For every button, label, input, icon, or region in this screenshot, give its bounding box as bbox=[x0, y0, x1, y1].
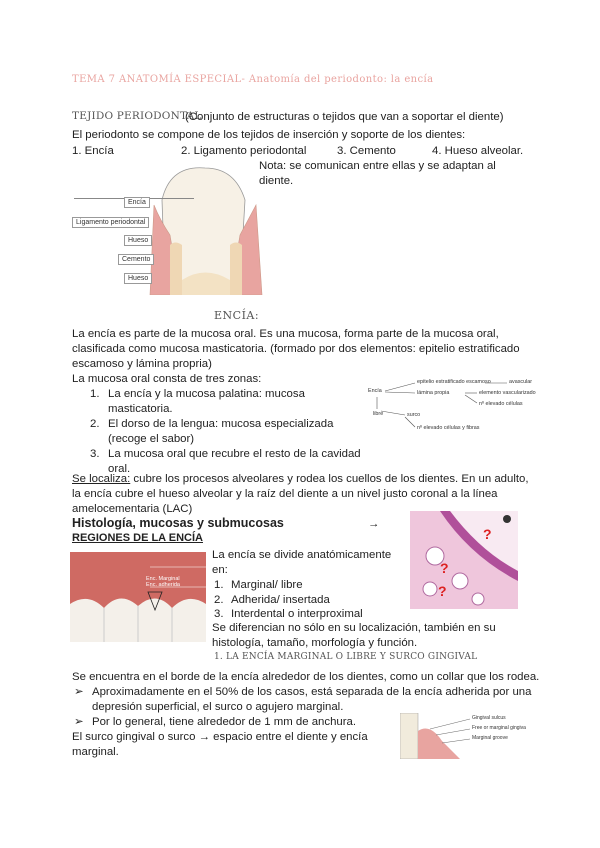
localiza-l2: la encía cubre el hueso alveolar y la raíz del diente a un nivel justo coronal a la línea bbox=[72, 488, 498, 500]
zone-1-num: 1. bbox=[90, 388, 100, 400]
regiones-diff-l2: histología, tamaño, morfología y función. bbox=[212, 637, 418, 649]
bullet-1: ➢ bbox=[74, 686, 84, 698]
region-3-num: 3. bbox=[214, 608, 224, 620]
diagram-root: Encía bbox=[368, 388, 382, 394]
figure-label-ligamento: Ligamento periodontal bbox=[72, 217, 149, 228]
surco-l2: marginal. bbox=[72, 746, 119, 758]
photo-label-marginal: Enc. Marginal bbox=[146, 576, 180, 582]
diagram-a: epitelio estratificado escamoso bbox=[417, 379, 491, 385]
region-1: Marginal/ libre bbox=[231, 579, 303, 591]
marginal-b2: Por lo general, tiene alrededor de 1 mm de anchura. bbox=[92, 716, 357, 728]
diagram-b-r2: nº elevado células bbox=[479, 401, 523, 407]
figure-label-hueso-1: Hueso bbox=[124, 235, 152, 246]
fig-label-groove: Marginal groove bbox=[472, 735, 508, 741]
page-title: TEMA 7 ANATOMÍA ESPECIAL- Anatomía del periodonto: la encía bbox=[72, 74, 434, 85]
gingival-illustration bbox=[400, 713, 530, 759]
figure-label-hueso-2: Hueso bbox=[124, 273, 152, 284]
diagram-a-end: avascular bbox=[509, 379, 533, 385]
zone-2-num: 2. bbox=[90, 418, 100, 430]
tejido-note-line2: diente. bbox=[259, 175, 294, 187]
encia-p1-l2: clasificada como mucosa masticatoria. (formado por dos elementos: epitelio estratificado bbox=[72, 343, 520, 355]
tejido-item-4: 4. Hueso alveolar. bbox=[432, 145, 524, 157]
zone-1-l1: La encía y la mucosa palatina: mucosa bbox=[108, 388, 305, 400]
region-2-num: 2. bbox=[214, 594, 224, 606]
section-heading-marginal: 1. LA ENCÍA MARGINAL O LIBRE Y SURCO GINGIVAL bbox=[214, 652, 478, 662]
zone-2-l2: (recoge el sabor) bbox=[108, 433, 195, 445]
diagram-e: nº elevado células y fibras bbox=[417, 425, 480, 431]
marginal-b1-l1: Aproximadamente en el 50% de los casos, está separada de la encía adherida por una bbox=[92, 686, 532, 698]
localiza-label: Se localiza: bbox=[72, 473, 131, 485]
zone-3-num: 3. bbox=[90, 448, 100, 460]
figure-label-encia: Encía bbox=[124, 197, 150, 208]
zone-1-l2: masticatoria. bbox=[108, 403, 173, 415]
histology-image bbox=[410, 511, 518, 609]
zone-3-l1: La mucosa oral que recubre el resto de la cavidad bbox=[108, 448, 361, 460]
section-heading-encia: ENCÍA: bbox=[214, 309, 260, 322]
region-1-num: 1. bbox=[214, 579, 224, 591]
tejido-item-2: 2. Ligamento periodontal bbox=[181, 145, 307, 157]
regiones-intro-l2: en: bbox=[212, 564, 228, 576]
regiones-heading: REGIONES DE LA ENCÍA bbox=[72, 532, 203, 544]
diagram-b: lámina propia bbox=[417, 390, 450, 396]
localiza-l1 bbox=[72, 472, 529, 487]
localiza-l3: amelocementaria (LAC) bbox=[72, 503, 193, 515]
gum-photo bbox=[70, 552, 206, 642]
regiones-intro-l1: La encía se divide anatómicamente bbox=[212, 549, 392, 561]
zone-2-l1: El dorso de la lengua: mucosa especializada bbox=[108, 418, 334, 430]
encia-concept-diagram bbox=[365, 375, 550, 437]
region-3: Interdental o interproximal bbox=[231, 608, 363, 620]
localiza-text: cubre los procesos alveolares y rodea los cuellos de los dientes. En un adulto, bbox=[130, 473, 529, 485]
histology-illustration bbox=[410, 511, 518, 609]
marginal-p1: Se encuentra en el borde de la encía alrededor de los dientes, como un collar que los rodea. bbox=[72, 671, 540, 683]
histo-arrow: → bbox=[368, 518, 380, 530]
svg-text:?: ? bbox=[438, 583, 447, 599]
zone-3-l2: oral. bbox=[108, 463, 131, 475]
photo-label-adherida: Enc. adherida bbox=[146, 582, 180, 588]
regiones-diff-l1: Se diferencian no sólo en su localización, también en su bbox=[212, 622, 496, 634]
tejido-paren: (Conjunto de estructuras o tejidos que van a soportar el diente) bbox=[185, 111, 504, 123]
histo-heading: Histología, mucosas y submucosas bbox=[72, 516, 284, 530]
marginal-b1-l2: depresión superficial, el surco o agujero marginal. bbox=[92, 701, 344, 713]
diagram-d: surco bbox=[407, 412, 421, 418]
zones-intro: La mucosa oral consta de tres zonas: bbox=[72, 373, 262, 385]
surco-l1: El surco gingival o surco → espacio entre el diente y encía bbox=[72, 731, 368, 743]
fig-label-sulcus: Gingival sulcus bbox=[472, 715, 506, 721]
svg-text:?: ? bbox=[483, 526, 492, 542]
svg-text:?: ? bbox=[440, 560, 449, 576]
section-heading-tejido: TEJIDO PERIODONTAL bbox=[72, 110, 202, 122]
fig-label-free-gingiva: Free or marginal gingiva bbox=[472, 725, 526, 731]
diagram-b-r1: elemento vascularizado bbox=[479, 390, 536, 396]
encia-p1-l1: La encía es parte de la mucosa oral. Es una mucosa, forma parte de la mucosa oral, bbox=[72, 328, 499, 340]
gingival-figure bbox=[400, 713, 530, 759]
bullet-2: ➢ bbox=[74, 716, 84, 728]
tejido-item-3: 3. Cemento bbox=[337, 145, 396, 157]
tejido-intro: El periodonto se compone de los tejidos de inserción y soporte de los dientes: bbox=[72, 129, 466, 141]
tejido-note-line1: Nota: se comunican entre ellas y se adaptan al bbox=[259, 160, 496, 172]
tejido-item-1: 1. Encía bbox=[72, 145, 114, 157]
figure-label-cemento: Cemento bbox=[118, 254, 154, 265]
gum-illustration bbox=[70, 552, 206, 642]
diagram-c: libre bbox=[373, 411, 384, 417]
region-2: Adherida/ insertada bbox=[231, 594, 330, 606]
encia-p1-l3: escamoso y lámina propria) bbox=[72, 358, 212, 370]
